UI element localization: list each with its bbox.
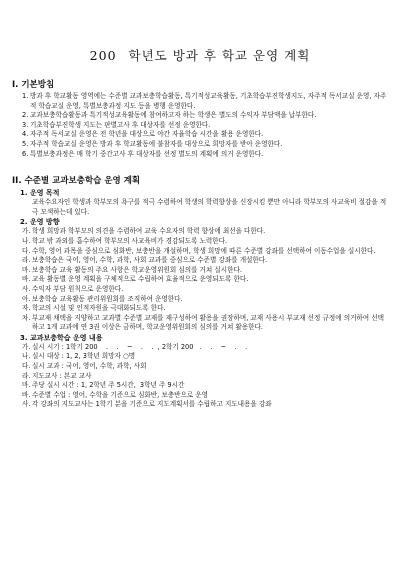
item-number: 4. <box>22 130 29 139</box>
list-item <box>12 352 388 362</box>
item-text: 학생 희망과 학부모의 의견을 수렴하여 교육 수요자의 학력 향상에 최선을 다한다. <box>32 227 266 236</box>
item-number: 아. <box>22 294 31 303</box>
item-text: 보충학습은 국어, 영어, 수학, 과학, 사회 교과를 중심으로 수준별 강좌를 개설한다. <box>32 256 268 265</box>
item-text: 자주적 독서교실 운영은 전 학년을 대상으로 야간 자율학습 시간을 활용 운영한다. <box>30 130 264 139</box>
section2-sub2-heading: 2. 운영 방향 <box>20 218 60 227</box>
item-number: 차. <box>22 313 31 322</box>
item-number: 나. <box>22 352 31 361</box>
item-text: 보충학습 교육활동 관리위원회를 조직하여 운영한다. <box>32 294 183 303</box>
item-text: 보충학습 교육 활동의 주요 사항은 학교운영위원회 심의를 거쳐 실시한다. <box>32 265 242 274</box>
title-year: 200 <box>89 48 117 63</box>
item-text: 지도교사 : 본교 교사 <box>32 371 92 380</box>
item-number: 6. <box>22 149 29 158</box>
item-text: 수익자 부담 원칙으로 운영한다. <box>32 284 124 293</box>
item-number: 사. <box>22 284 31 293</box>
section2-sub1-heading: 1. 운영 목적 <box>20 189 60 198</box>
item-number: 다. <box>22 362 31 371</box>
section2-sub2-list <box>12 227 388 333</box>
item-number: 마. <box>22 265 31 274</box>
item-text: 기초학습부진학생 지도는 판별고사 후 대상자를 선정 운영한다. <box>30 120 211 129</box>
item-number: 나. <box>22 236 31 245</box>
item-number: 자. <box>22 304 31 313</box>
item-text: 각 강좌의 지도교사는 1학기 분을 기준으로 지도계획서를 수립하고 지도내용을 강좌 <box>32 400 272 409</box>
item-text: 교과보충학습활동과 특기적성교육활동에 참여하고자 하는 학생은 별도의 수익자 부담액을 납부한다. <box>30 111 317 120</box>
item-number: 바. <box>22 390 31 399</box>
list-item <box>12 92 388 111</box>
section1-heading: I. 기본방침 <box>12 80 55 90</box>
item-number: 바. <box>22 275 31 284</box>
item-text: 주당 실시 시간 : 1, 2학년 주 5시간, 3학년 주 9시간 <box>32 381 185 390</box>
section2-sub3-heading: 3. 교과보충학습 운영 내용 <box>20 333 103 342</box>
item-text: 실시 시기 : 1학기 200 . . ~ . . , 2학기 200 . . ~ . . <box>32 342 248 351</box>
list-item <box>12 275 388 285</box>
list-item <box>12 150 388 160</box>
section2-heading: II. 수준별 교과보충학습 운영 계획 <box>12 176 141 187</box>
item-text: 학교 밖 과외를 흡수하여 학부모의 사교육비가 경감되도록 노력한다. <box>32 236 228 245</box>
item-number: 2. <box>22 111 29 120</box>
item-number: 마. <box>22 381 31 390</box>
list-item <box>12 256 388 266</box>
list-item <box>12 247 388 257</box>
item-text: 수준별 수업 : 영어, 수학을 기준으로 심화반, 보충반으로 운영 <box>32 390 209 399</box>
item-number: 가. <box>22 342 31 351</box>
list-item <box>12 372 388 382</box>
item-text: 부교재 채택을 지양하고 교과별 수준별 교재를 재구성하여 활용을 권장하며, 교재 사용시 부교재 선정 규정에 의거하여 선택하고 1개 교과에 연 3권 이상은 금하며, 학교운영위원회의 심의를 거쳐 활용한다. <box>32 313 385 332</box>
list-item <box>12 304 388 314</box>
item-number: 다. <box>22 246 31 255</box>
item-number: 3. <box>22 120 29 129</box>
item-text: 교육 활동별 운영 계획을 구체적으로 수립하여 효율적으로 운영되도록 한다. <box>32 275 249 284</box>
list-item <box>12 295 388 305</box>
section2-sub3-list <box>12 343 388 410</box>
item-text: 학교의 시설 및 인적자원을 극대화되도록 한다. <box>32 304 166 313</box>
list-item <box>12 381 388 391</box>
item-text: 방과 후 학교활동 영역에는 수준별 교과보충학습활동, 특기적성교육활동, 기초학습부진학생지도, 자주적 독서교실 운영, 자주적 학습교실 운영, 특별보충과정 지도 등을 병행 운영한다. <box>30 92 387 110</box>
item-text: 수학, 영어 과목을 중심으로 심화반, 보충반을 개설하며, 학생 희망에 따른 수준별 강좌를 선택하여 이동수업을 실시한다. <box>32 246 376 255</box>
list-item <box>12 400 388 410</box>
item-number: 사. <box>22 400 31 409</box>
section2-sub1-text: 교육수요자인 학생과 학부모의 욕구를 적극 수렴하여 학생의 학력향상을 신장시킴 뿐만 아니라 학부모의 사교육비 절감을 적극 모색하는데 있다. <box>32 198 387 216</box>
page-title <box>12 0 388 64</box>
list-item <box>12 266 388 276</box>
section1-list <box>12 92 388 159</box>
item-number: 1. <box>22 92 29 100</box>
item-text: 특별보충과정은 매 학기 중간고사 후 대상자를 선정 별도의 계획에 의거 운영한다. <box>30 149 264 158</box>
list-item <box>12 391 388 401</box>
list-item <box>12 121 388 131</box>
item-text: 실시 교과 : 국어, 영어, 수학, 과학, 사회 <box>32 362 147 371</box>
list-item <box>12 362 388 372</box>
item-text: 실시 대상 : 1, 2, 3학년 희망자 ○명 <box>32 352 136 361</box>
list-item <box>12 237 388 247</box>
list-item <box>12 227 388 237</box>
list-item <box>12 140 388 150</box>
list-item <box>12 285 388 295</box>
list-item <box>12 130 388 140</box>
item-number: 5. <box>22 139 29 148</box>
item-text: 자주적 학습교실 운영은 방과 후 학교활동에 불참자를 대상으로 희망자를 받아 운영한다. <box>30 139 283 148</box>
item-number: 라. <box>22 256 31 265</box>
title-text: 학년도 방과 후 학교 운영 계획 <box>128 48 311 63</box>
item-number: 라. <box>22 371 31 380</box>
list-item <box>12 111 388 121</box>
list-item <box>12 314 388 333</box>
item-number: 가. <box>22 227 31 236</box>
